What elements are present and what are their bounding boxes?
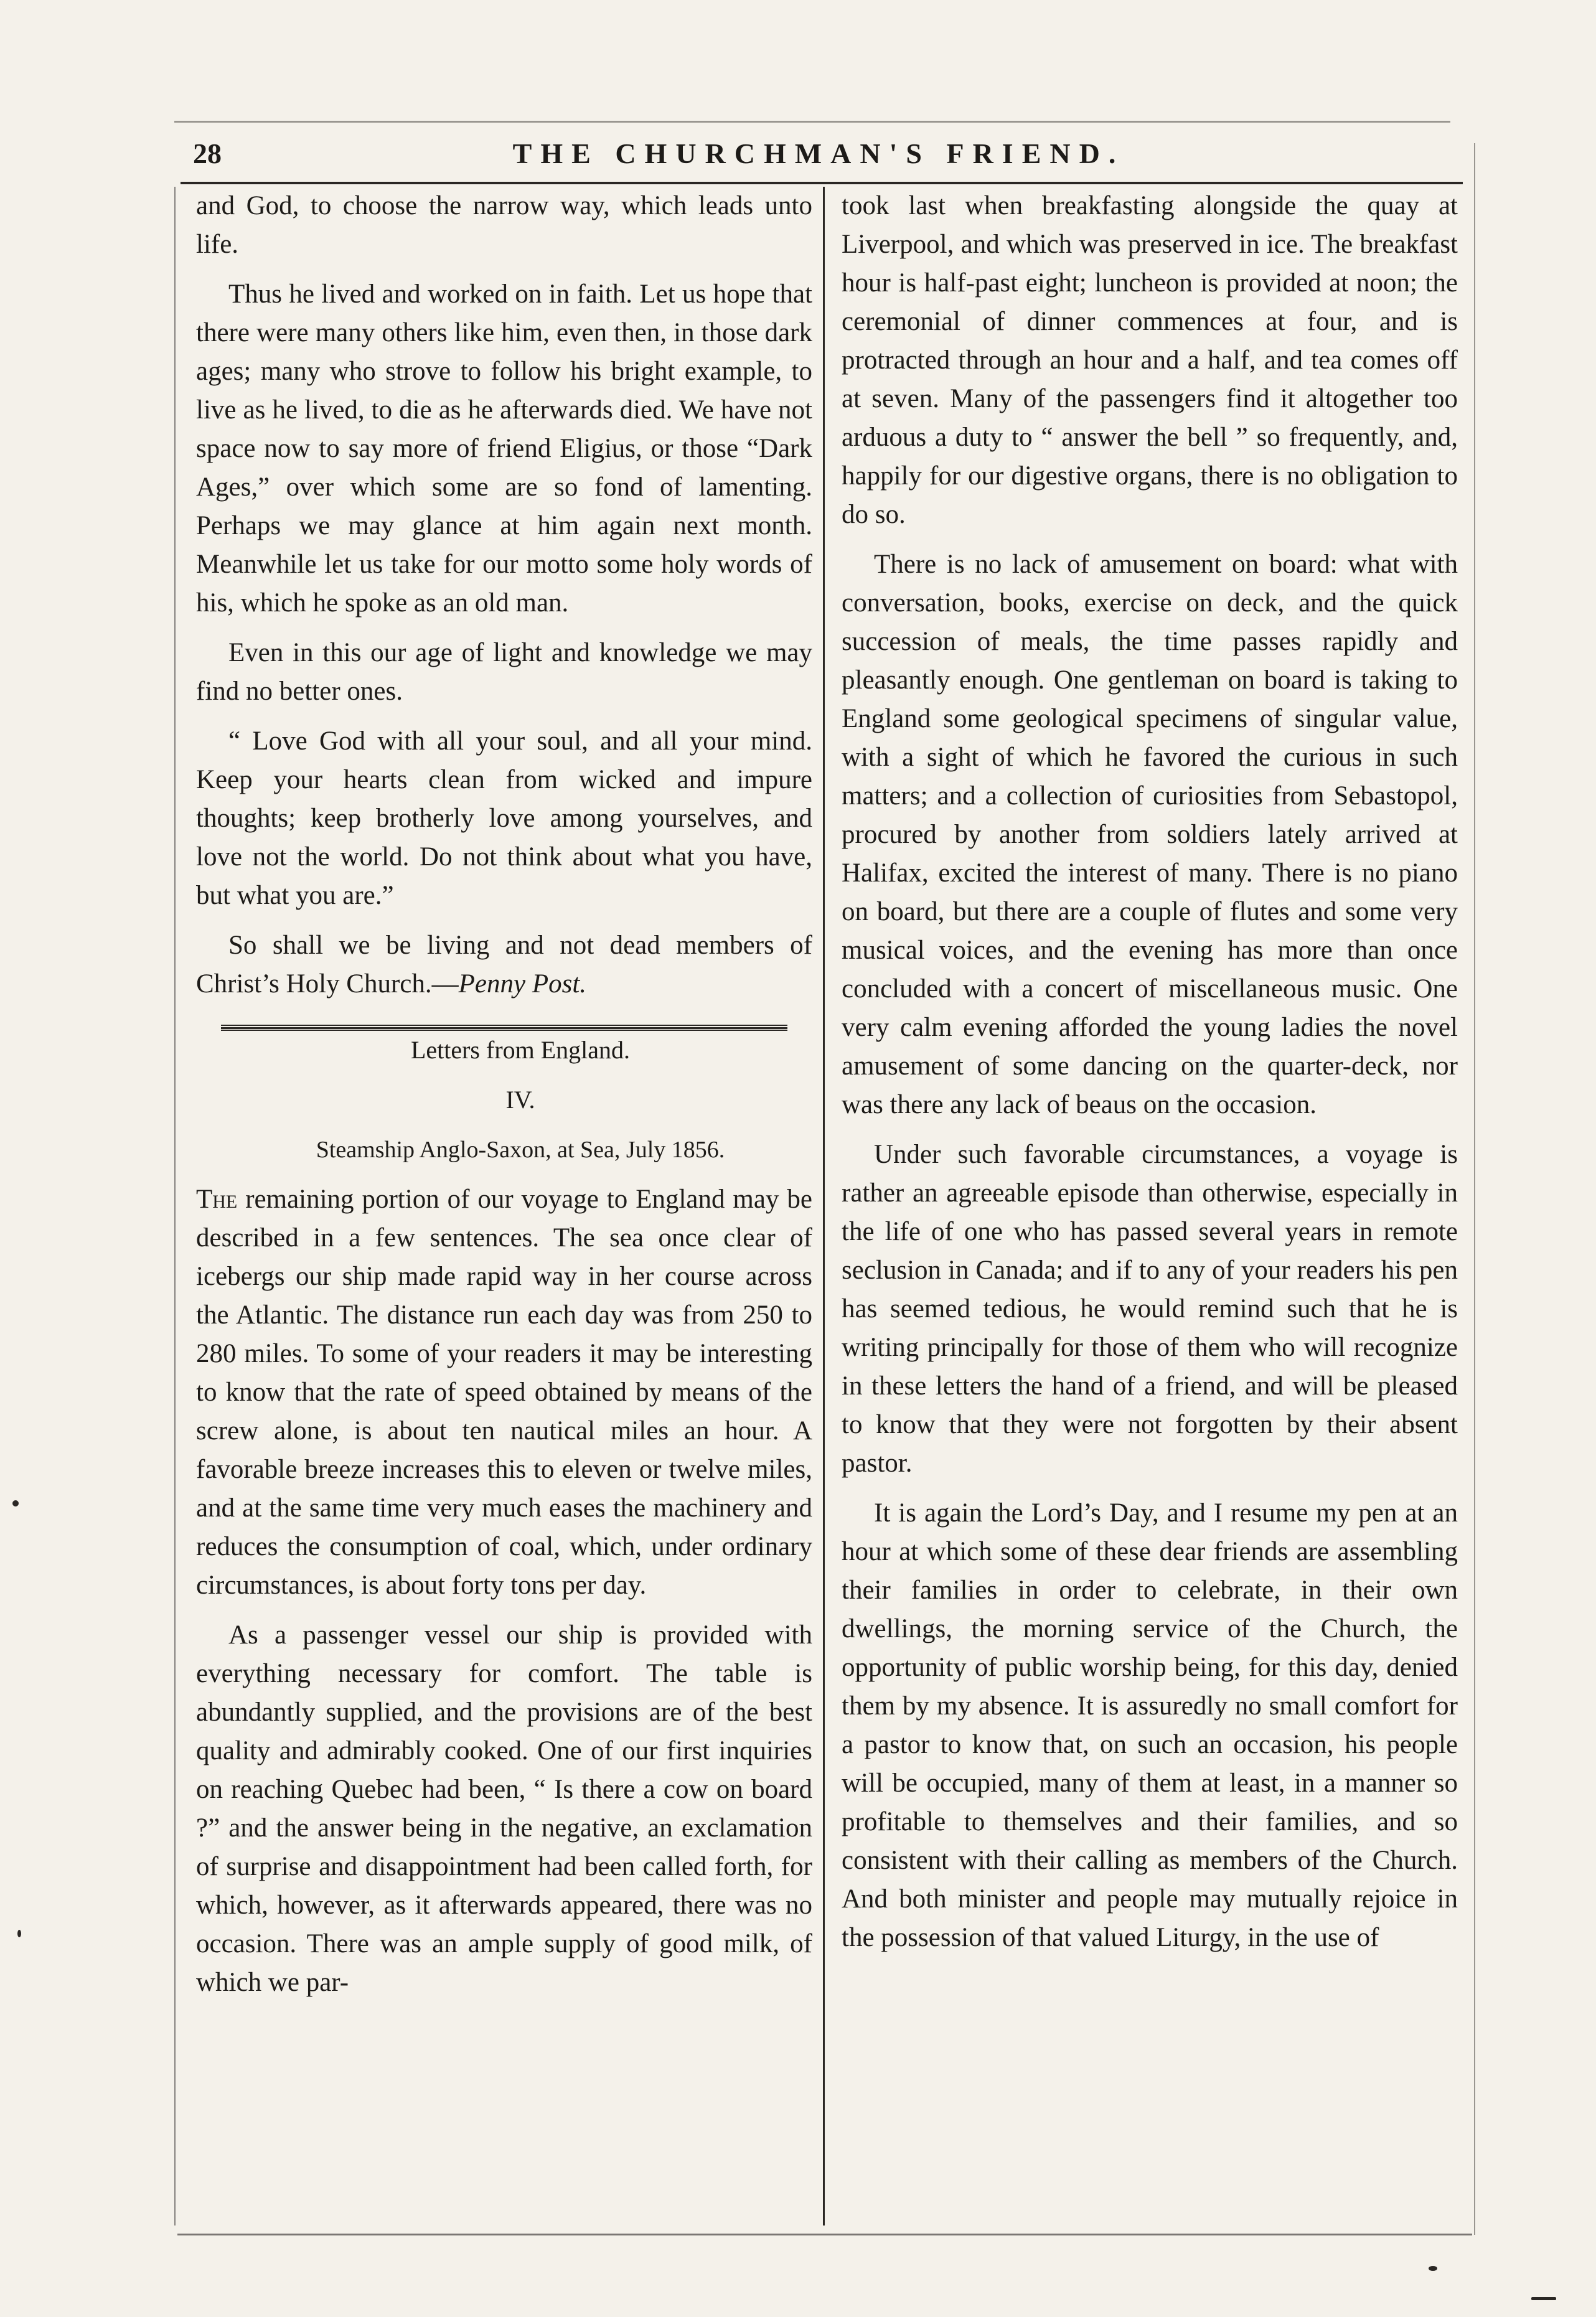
page-number: 28 <box>193 138 222 169</box>
paragraph: It is again the Lord’s Day, and I resume my pen at an hour at which some of these dear friends are assembling their families in order to celebrate, in their own dwellings, the morning service of the Church, the opportunity of public worship being, for this day, denied them by my absence. It is assuredly no small comfort for a pastor to know that, on such an occasion, his people will be occupied, many of them at least, in a manner so profitable to themselves and their families, and so consistent with their calling as members of the Church. And both minister and people may mutually rejoice in the possession of that valued Liturgy, in the use of <box>842 1498 1458 1952</box>
right-margin-rule <box>1474 143 1475 2235</box>
paragraph <box>196 1180 812 1605</box>
paragraph: Under such favorable circumstances, a voyage is rather an agreeable episode than otherwise, especially in the life of one who has passed several years in remote seclusion in Canada; and if to any of your readers his pen has seemed tedious, he would remind such that he is writing principally for those of them who will recognize in these letters the hand of a friend, and will be pleased to know that they were not forgotten by their absent pastor. <box>842 1140 1458 1478</box>
section-separator <box>221 1025 787 1031</box>
scan-speck <box>1531 2297 1556 2300</box>
dateline: Steamship Anglo-Saxon, at Sea, July 1856. <box>316 1137 725 1163</box>
paragraph-text: remaining portion of our voyage to England may be described in a few sentences. The sea once clear of icebergs our ship made rapid way in her course across the Atlantic. The distance run each day was from 250 to 280 miles. To some of your readers it may be interesting to know that the rate of speed obtained by means of the screw alone, is about ten nautical miles an hour. A favorable breeze increases this to eleven or twelve miles, and at the same time very much eases the machinery and reduces the consumption of coal, which, under ordinary circumstances, is about forty tons per day. <box>196 1185 812 1600</box>
drop-word: The <box>196 1185 238 1214</box>
header-top-rule <box>174 121 1450 123</box>
paragraph: Thus he lived and worked on in faith. Let us hope that there were many others like him, even then, in those dark ages; many who strove to follow his bright example, to live as he lived, to die as he afterwards died. We have not space now to say more of friend Eligius, or those “Dark Ages,” over which some are so fond of lamenting. Perhaps we may glance at him again next month. Meanwhile let us take for our motto some holy words of his, which he spoke as an old man. <box>196 280 812 618</box>
header-rule <box>181 182 1463 184</box>
scan-speck <box>17 1930 21 1937</box>
footer-rule <box>177 2234 1472 2235</box>
paragraph: As a passenger vessel our ship is provided with everything necessary for comfort. The table is abundantly supplied, and the provisions are of the best quality and admirably cooked. One of our first inquiries on reaching Quebec had been, “ Is there a cow on board ?” and the answer being in the negative, an exclamation of surprise and disappointment had been called forth, for which, however, as it afterwards appeared, there was no occasion. There was an ample supply of good milk, of which we par- <box>196 1620 812 1997</box>
left-column <box>196 187 812 2013</box>
quotation: “ Love God with all your soul, and all your mind. Keep your hearts clean from wicked and impure thoughts; keep brotherly love among yourselves, and love not the world. Do not think about what you have, but what you are.” <box>196 726 812 910</box>
closing-text: So shall we be living and not dead members of Christ’s Holy Church.— <box>196 931 812 999</box>
paragraph: and God, to choose the narrow way, which leads unto life. <box>196 191 812 259</box>
letter-number: IV. <box>505 1086 535 1114</box>
source-credit: Penny Post. <box>458 969 587 999</box>
running-title: THE CHURCHMAN'S FRIEND. <box>512 138 1125 169</box>
scan-speck <box>1429 2266 1437 2271</box>
paragraph: took last when breakfasting alongside the quay at Liverpool, and which was preserved in ice. The breakfast hour is half-past eight; luncheon is provided at noon; the ceremonial of dinner commences at four, and is protracted through an hour and a half, and tea comes off at seven. Many of the passengers find it altogether too arduous a duty to “ answer the bell ” so frequently, and, happily for our digestive organs, there is no obligation to do so. <box>842 191 1458 529</box>
paragraph: Even in this our age of light and knowledge we may find no better ones. <box>196 638 812 706</box>
scan-speck <box>12 1500 19 1506</box>
left-margin-rule <box>174 187 176 2225</box>
page-header <box>168 132 1469 176</box>
paragraph-closing <box>196 926 812 1003</box>
paragraph: There is no lack of amusement on board: what with conversation, books, exercise on deck, and the quick succession of meals, the time passes rapidly and pleasantly enough. One gentleman on board is taking to England some geological specimens of singular value, with a sight of which he favored the curious in such matters; and a collection of curiosities from Sebastopol, procured by another from soldiers lately arrived at Halifax, excited the interest of many. There is no piano on board, but there are a couple of flutes and some very musical voices, and the evening has more than once concluded with a concert of miscellaneous music. One very calm evening afforded the young ladies the novel amusement of some dancing on the quarter-deck, nor was there any lack of beaus on the occasion. <box>842 550 1458 1119</box>
right-column <box>842 187 1458 1968</box>
section-title: Letters from England. <box>410 1036 631 1064</box>
column-divider <box>823 187 825 2225</box>
